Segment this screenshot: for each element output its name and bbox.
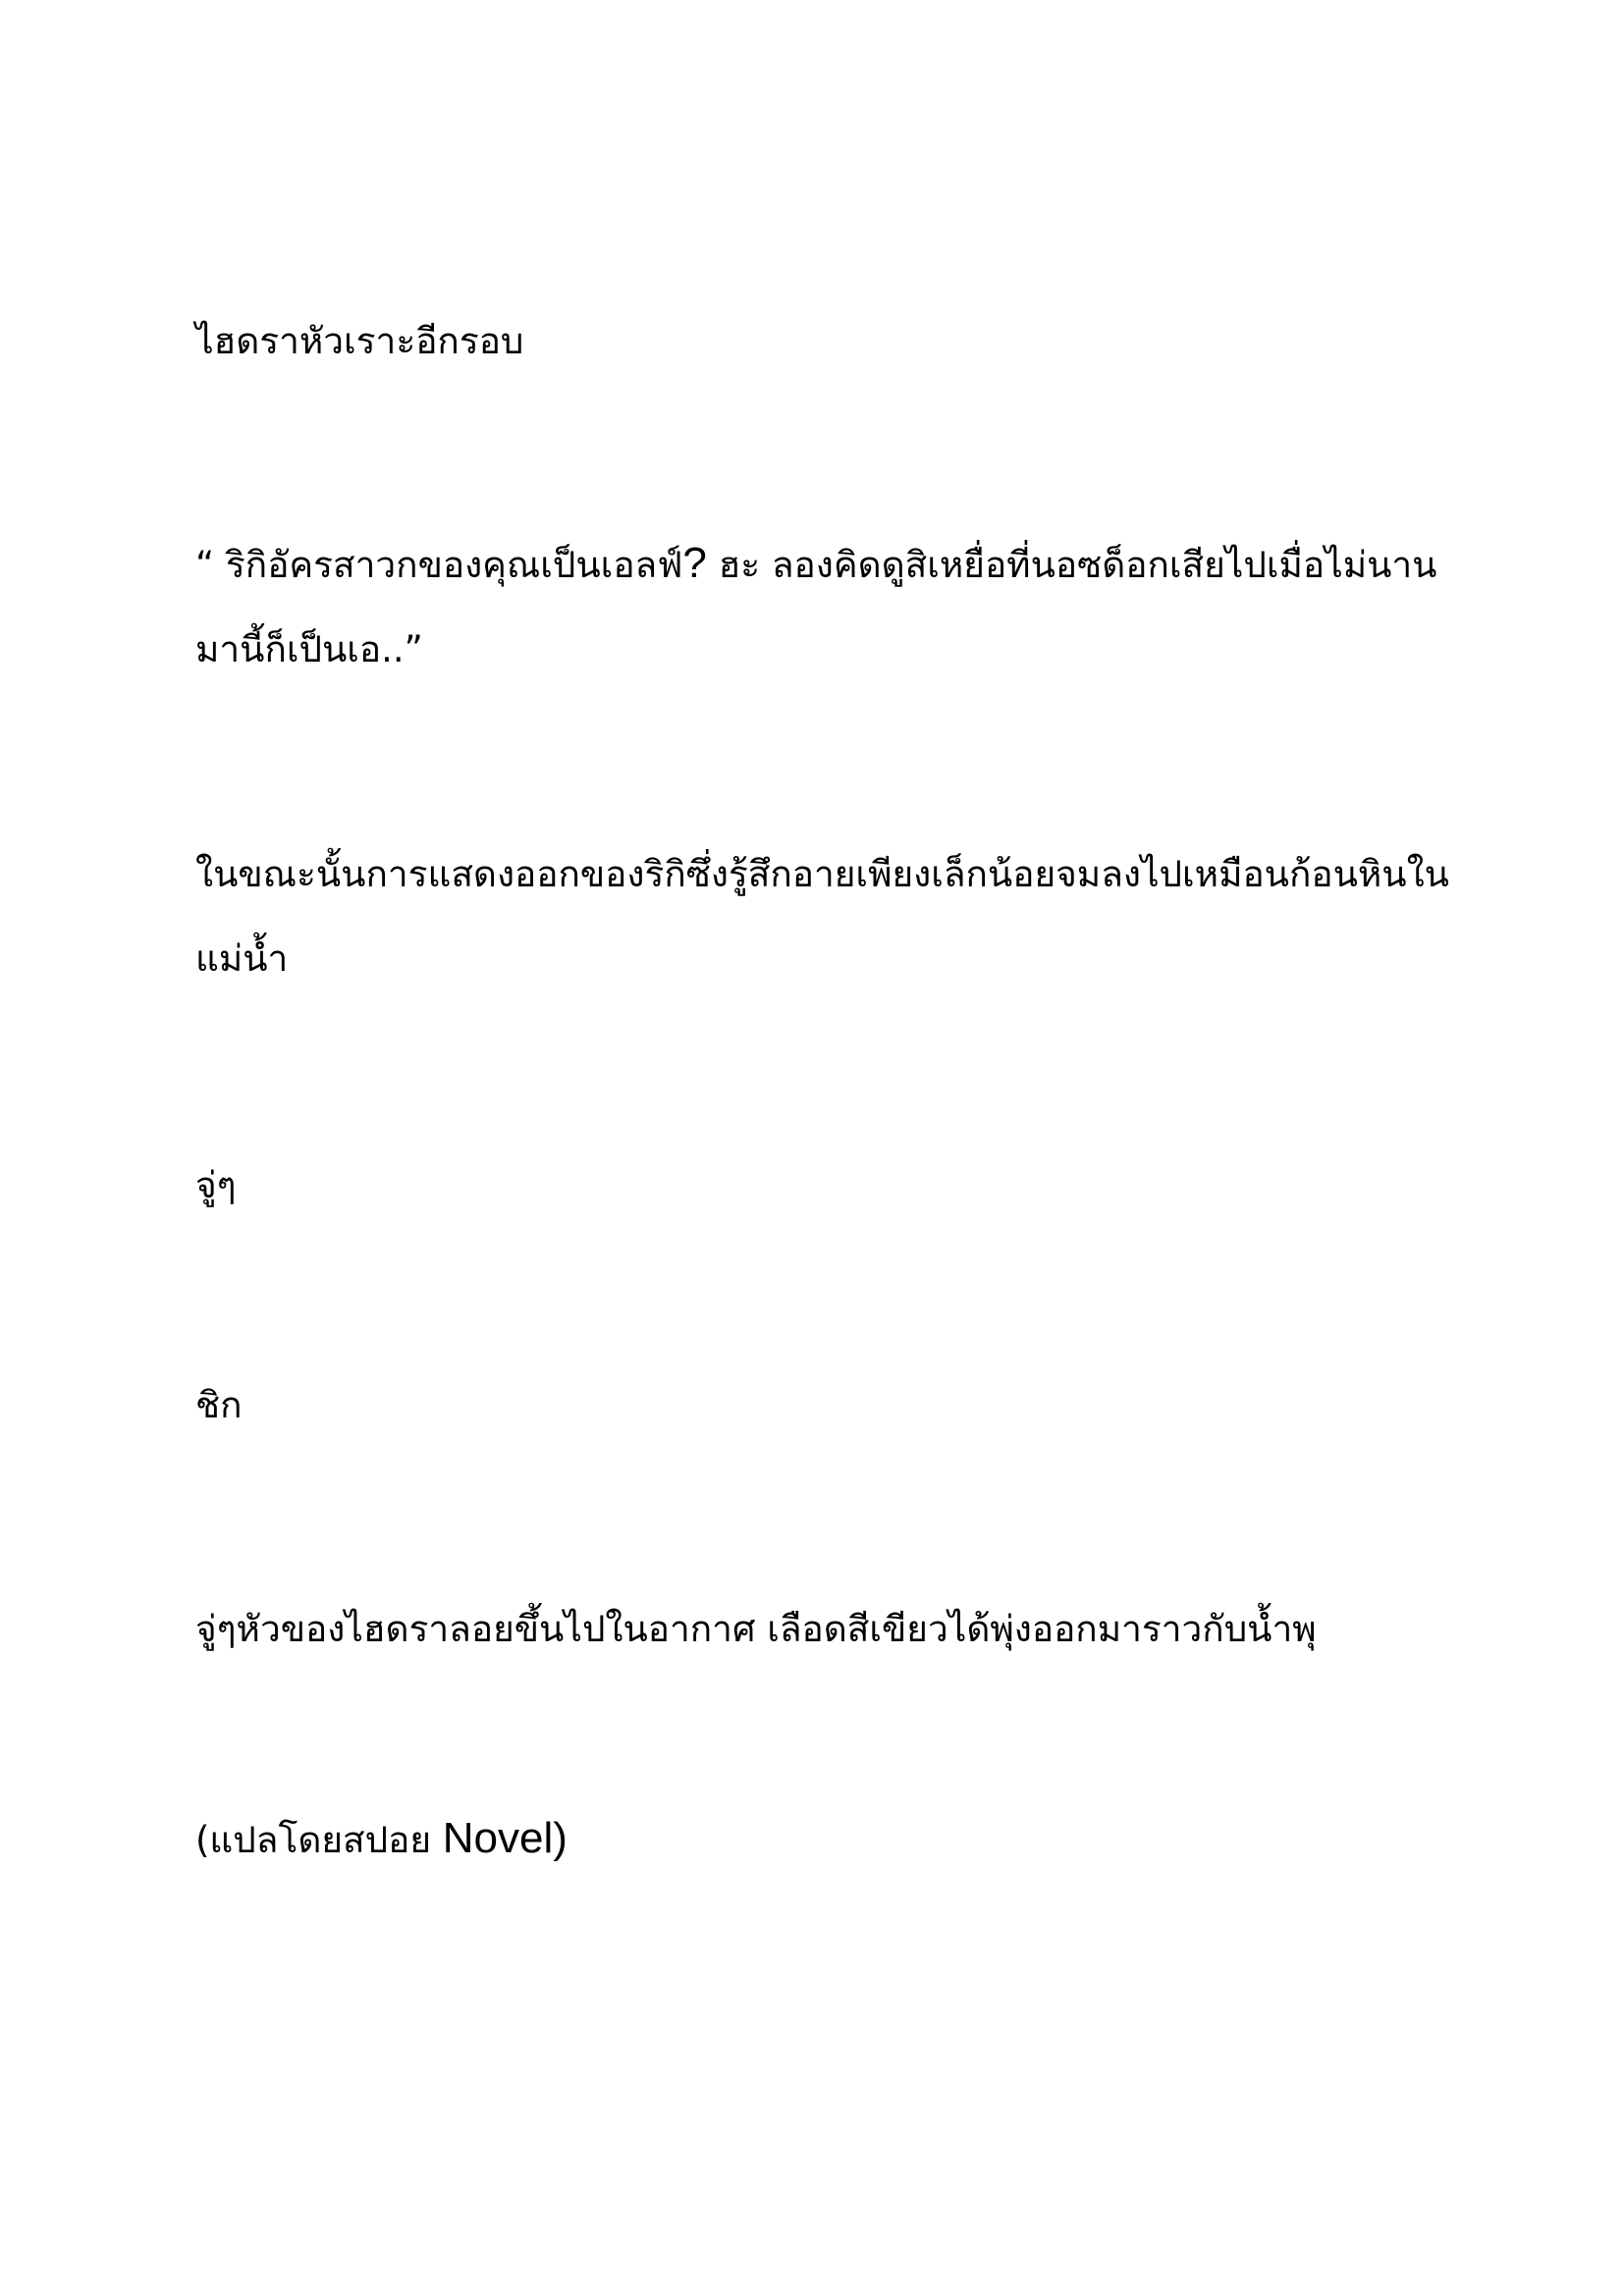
paragraph-slash-sound [195,1363,1452,1448]
paragraph-text: จู่ๆ [195,1164,237,1206]
credit-text-novel: Novel) [442,1814,568,1862]
credit-text-thai: (แปลโดยสปอย [195,1819,443,1861]
paragraph-head-flies [195,1587,1452,1672]
paragraph-text: ชิก [195,1384,243,1426]
paragraph-riki-expression [195,832,1452,1001]
paragraph-text-end: ฮะ ลองคิดดูสิเหยื่อที่นอซด็อกเสียไปเมื่อไม่นานมานี้ก็เป็นเอ..” [195,544,1437,670]
paragraph-hydra-dialogue [195,521,1452,692]
paragraph-text: จู่ๆหัวของไฮดราลอยขึ้นไปในอากาศ เลือดสีเขียวได้พุ่งออกมาราวกับน้ำพุ [195,1608,1317,1650]
paragraph-text-start: “ ริกิอัครสาวกของคุณเป็นเอลฟ์ [195,544,683,586]
paragraph-text: ไฮดราหัวเราะอีกรอบ [195,320,524,362]
paragraph-suddenly [195,1144,1452,1228]
paragraph-translator-credit [195,1796,1452,1883]
paragraph-text: ในขณะนั้นการแสดงออกของริกิซึ่งรู้สึกอายเพียงเล็กน้อยจมลงไปเหมือนก้อนหินในแม่น้ำ [195,853,1449,980]
paragraph-hydra-laughs [195,299,1452,384]
question-mark: ? [682,539,707,587]
